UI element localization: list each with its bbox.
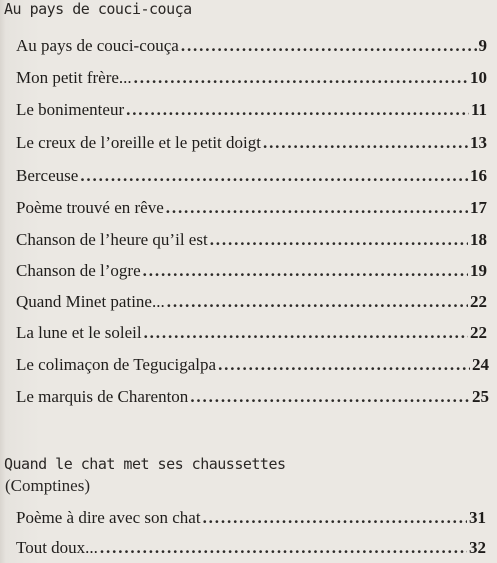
entry-title: Poème à dire avec son chat [16, 508, 201, 527]
section-title: Quand le chat met ses chaussettes [4, 455, 286, 473]
entry-title: Le colimaçon de Tegucigalpa [16, 355, 217, 374]
dot-leader [144, 323, 468, 343]
dot-leader [263, 133, 468, 153]
dot-leader [190, 387, 470, 407]
toc-entry [16, 292, 487, 312]
entry-title: Tout doux... [16, 538, 98, 557]
entry-title: Le marquis de Charenton [16, 387, 189, 406]
entry-title: Berceuse [16, 166, 79, 185]
entry-page-number: 25 [472, 387, 489, 406]
entry-title: Poème trouvé en rêve [16, 198, 164, 217]
toc-entry [16, 166, 487, 186]
toc-entry [16, 68, 487, 88]
entry-page-number: 32 [469, 538, 486, 557]
entry-title: Mon petit frère... [16, 68, 132, 87]
toc-entry [16, 538, 486, 558]
toc-entry [16, 355, 489, 375]
entry-page-number: 16 [470, 166, 487, 185]
toc-entry [16, 100, 487, 120]
toc-entry [16, 261, 487, 281]
dot-leader [80, 166, 468, 186]
entry-page-number: 11 [470, 100, 487, 119]
entry-title: Au pays de couci-couça [16, 36, 179, 55]
dot-leader [134, 68, 468, 88]
toc-entry [16, 36, 487, 56]
dot-leader [166, 198, 468, 218]
toc-entry [16, 508, 486, 528]
entry-page-number: 22 [470, 323, 487, 342]
entry-page-number: 22 [470, 292, 487, 311]
entry-title: Quand Minet patine... [16, 292, 165, 311]
entry-page-number: 24 [472, 355, 489, 374]
entry-page-number: 18 [470, 230, 487, 249]
entry-page-number: 10 [470, 68, 487, 87]
entry-title: La lune et le soleil [16, 323, 142, 342]
entry-page-number: 13 [470, 133, 487, 152]
toc-entry [16, 230, 487, 250]
entry-title: Le creux de l’oreille et le petit doigt [16, 133, 261, 152]
toc-entry [16, 387, 489, 407]
section-title: Au pays de couci-couça [4, 0, 192, 18]
dot-leader [218, 355, 470, 375]
entry-title: Chanson de l’heure qu’il est [16, 230, 208, 249]
toc-entry [16, 133, 487, 153]
entry-title: Chanson de l’ogre [16, 261, 141, 280]
entry-page-number: 19 [470, 261, 487, 280]
toc-entry [16, 323, 487, 343]
section-subtitle: (Comptines) [5, 476, 90, 495]
dot-leader [126, 100, 469, 120]
dot-leader [167, 292, 468, 312]
entry-page-number: 17 [470, 198, 487, 217]
toc-entry [16, 198, 487, 218]
dot-leader [100, 538, 467, 558]
entry-page-number: 31 [469, 508, 486, 527]
dot-leader [143, 261, 468, 281]
dot-leader [203, 508, 467, 528]
dot-leader [181, 36, 477, 56]
entry-page-number: 9 [478, 36, 487, 55]
entry-title: Le bonimenteur [16, 100, 125, 119]
dot-leader [210, 230, 468, 250]
